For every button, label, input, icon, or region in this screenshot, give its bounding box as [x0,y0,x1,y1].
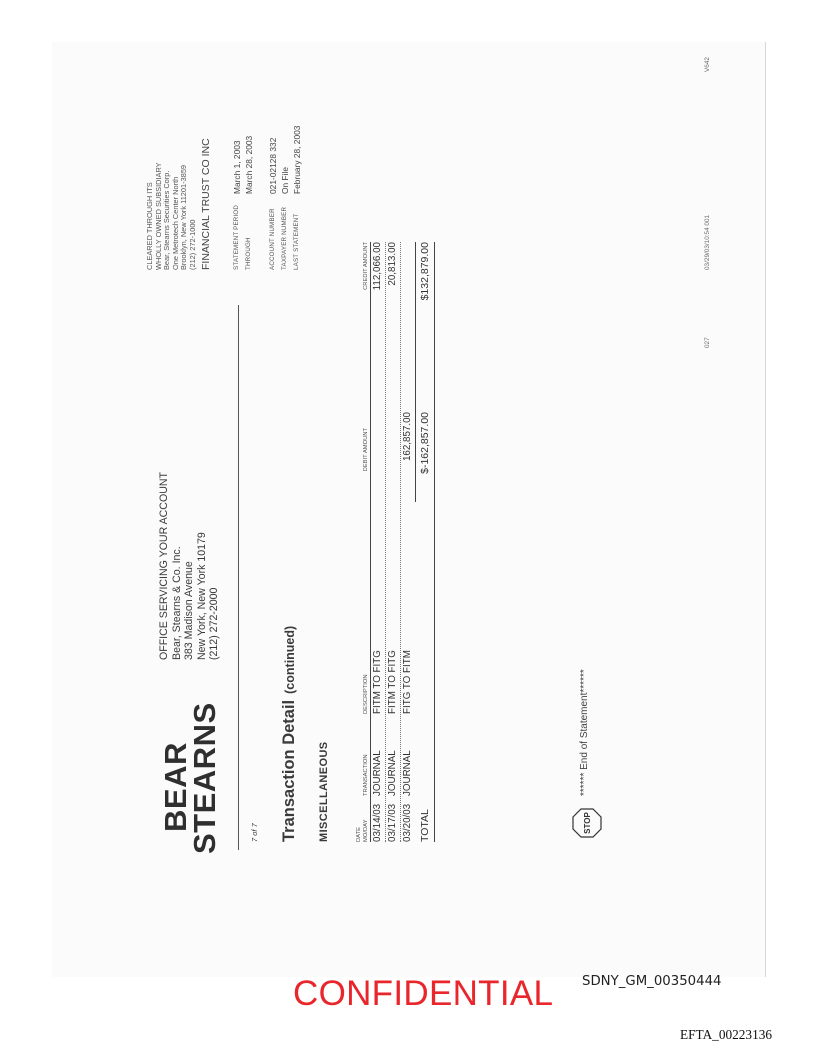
footer-code-1: 027 [704,337,711,348]
total-credit: $132,879.00 [419,242,431,301]
taxpayer-number-label: TAXPAYER NUMBER [281,206,288,270]
bates-number: SDNY_GM_00350444 [582,974,722,989]
clearing-line: Bear, Stearns Securities Corp. [162,170,172,270]
end-of-statement: ****** End of Statement****** [579,669,590,796]
total-label: TOTAL [419,809,431,842]
table-row [386,242,400,842]
confidential-stamp: CONFIDENTIAL [293,974,554,1013]
office-address [158,472,221,660]
section-title [280,626,299,842]
row-description: FITM TO FITG [372,650,383,714]
row-transaction: JOURNAL [387,750,398,796]
clearing-line: One Metrotech Center North [170,176,180,270]
stop-sign-icon [572,808,602,838]
footer-code-3: V642 [704,57,711,72]
header-date-line2: MO/DAY [362,819,369,842]
header-transaction: TRANSACTION [362,754,369,796]
logo-line-1: BEAR [158,742,193,832]
statement-period-value: March 1, 2003 [232,140,242,194]
row-date: 03/17/03 [387,803,398,842]
header-description: DESCRIPTION [362,674,369,714]
row-description: FITG TO FITM [402,650,413,714]
row-credit: 20,813.00 [387,242,398,286]
row-transaction: JOURNAL [372,750,383,796]
total-rule [434,242,435,842]
row-credit: 112,066.00 [372,242,383,291]
table-total-row [416,242,434,842]
footer-code-2: 03/29/03/10:54 001 [704,214,711,270]
header-date-line1: DATE [356,826,363,842]
last-statement-value: February 28, 2003 [292,125,302,194]
office-line: 383 Madison Avenue [183,561,196,660]
header-debit: DEBIT AMOUNT [362,428,369,472]
office-line: (212) 272-2000 [208,587,221,660]
account-number-value: 021-02128 332 [268,137,278,194]
statement-sheet [72,0,752,910]
efta-number: EFTA_00223136 [680,1027,773,1042]
row-description: FITM TO FITG [387,650,398,714]
office-line: OFFICE SERVICING YOUR ACCOUNT [158,472,170,660]
account-number-label: ACCOUNT NUMBER [269,208,276,270]
office-line: Bear, Stearns & Co. Inc. [170,546,183,660]
section-continued: (continued) [283,625,297,694]
clearing-line: WHOLLY OWNED SUBSIDIARY [153,162,163,270]
table-row [401,242,415,842]
section-subtitle: MISCELLANEOUS [318,741,330,842]
account-name: FINANCIAL TRUST CO INC [199,138,212,270]
through-label: THROUGH [245,237,252,270]
bear-stearns-logo [158,702,222,854]
clearing-line: CLEARED THROUGH ITS [145,182,154,270]
row-debit: 162,857.00 [402,412,413,462]
stop-sign-text: STOP [583,812,592,834]
header-rule [238,305,239,850]
scan-edge [765,42,766,977]
last-statement-label: LAST STATEMENT [293,213,300,270]
header-credit: CREDIT AMOUNT [362,242,369,290]
total-debit: $-162,857.00 [419,412,431,474]
table-row [371,242,385,842]
transaction-table [354,242,435,842]
row-date: 03/14/03 [372,803,383,842]
clearing-line: (212) 272-1000 [187,219,197,270]
clearing-address [146,138,214,270]
statement-period-label: STATEMENT PERIOD [233,204,240,270]
logo-line-2: STEARNS [186,702,222,854]
office-line: New York, New York 10179 [195,532,208,660]
table-header [354,242,370,842]
through-value: March 28, 2003 [244,135,254,194]
section-title-text: Transaction Detail [280,699,298,842]
clearing-line: Brooklyn, New York 11201-3859 [179,164,189,270]
row-transaction: JOURNAL [402,750,413,796]
page-indicator: 7 of 7 [250,823,259,842]
row-date: 03/20/03 [402,803,413,842]
taxpayer-number-value: On File [280,167,290,194]
header-date [356,820,369,842]
